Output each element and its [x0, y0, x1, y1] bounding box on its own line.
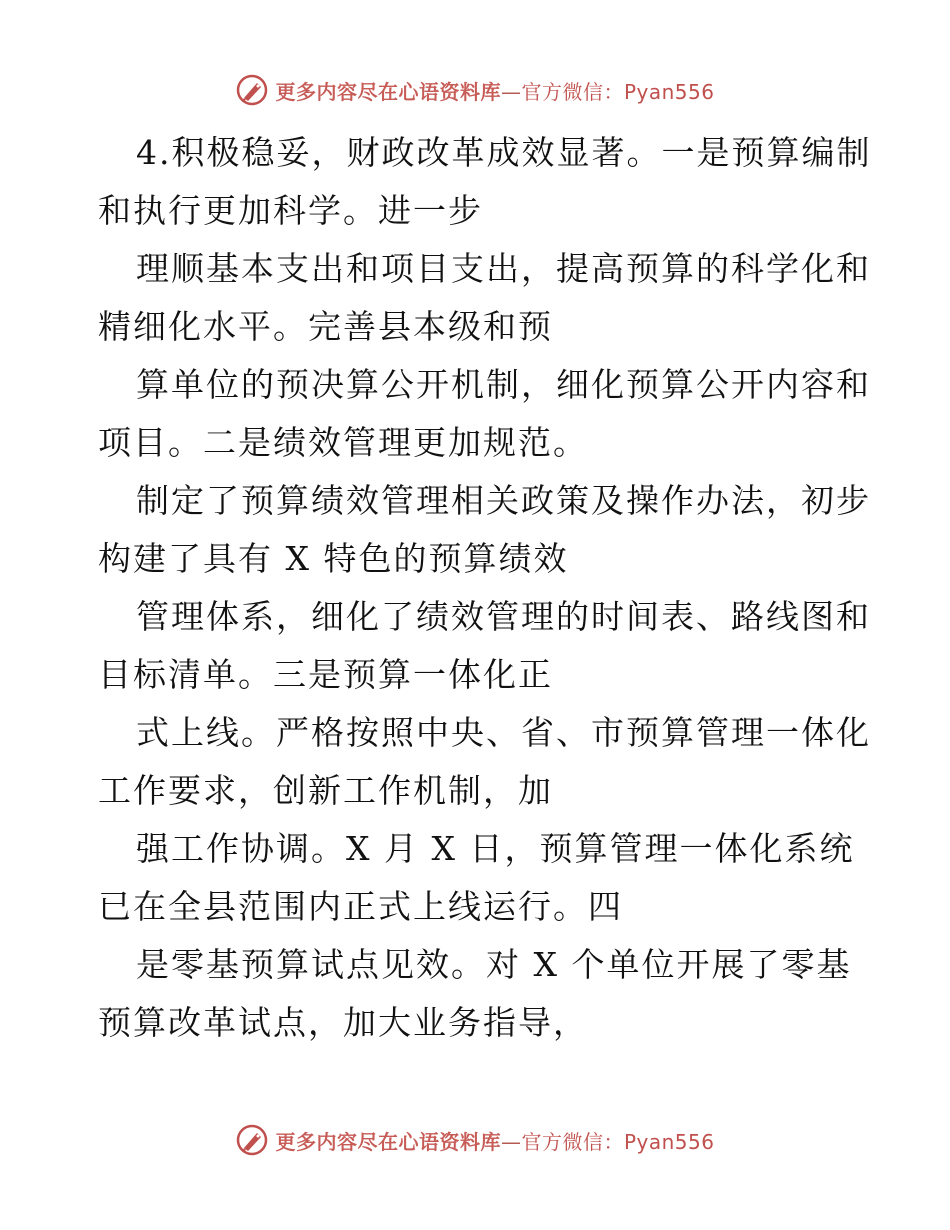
banner-separator: —	[500, 79, 522, 104]
banner-text	[275, 1126, 714, 1155]
footer-banner	[0, 1120, 950, 1160]
banner-lead: 更多内容尽在心语资料库	[275, 79, 501, 104]
text-line: 目标清单。三是预算一体化正	[98, 655, 553, 694]
text-line: 算单位的预决算公开机制，细化预算公开内容和	[136, 365, 871, 404]
banner-text	[275, 76, 714, 105]
text-line: 理顺基本支出和项目支出，提高预算的科学化和	[136, 249, 871, 288]
pen-nib-icon	[235, 1123, 269, 1157]
text-line: 4.积极稳妥，财政改革成效显著。一是预算编制	[136, 133, 872, 172]
header-banner	[0, 70, 950, 110]
text-line: 精细化水平。完善县本级和预	[98, 307, 553, 346]
text-line: 构建了具有 X 特色的预算绩效	[98, 539, 569, 578]
text-line: 式上线。严格按照中央、省、市预算管理一体化	[136, 713, 871, 752]
text-line: 和执行更加科学。进一步	[98, 191, 483, 230]
text-line: 项目。二是绩效管理更加规范。	[98, 423, 588, 462]
text-line: 制定了预算绩效管理相关政策及操作办法，初步	[136, 481, 871, 520]
text-line: 是零基预算试点见效。对 X 个单位开展了零基	[136, 945, 852, 984]
text-line: 预算改革试点，加大业务指导，	[98, 1003, 588, 1042]
text-line: 强工作协调。X 月 X 日，预算管理一体化系统	[136, 829, 855, 868]
document-body	[98, 124, 872, 1052]
text-line: 工作要求，创新工作机制，加	[98, 771, 553, 810]
banner-tail: 官方微信：Pyan556	[521, 1129, 715, 1154]
banner-tail: 官方微信：Pyan556	[521, 79, 715, 104]
banner-lead: 更多内容尽在心语资料库	[275, 1129, 501, 1154]
pen-nib-icon	[235, 73, 269, 107]
text-line: 已在全县范围内正式上线运行。四	[98, 887, 623, 926]
banner-separator: —	[500, 1129, 522, 1154]
text-line: 管理体系，细化了绩效管理的时间表、路线图和	[136, 597, 871, 636]
